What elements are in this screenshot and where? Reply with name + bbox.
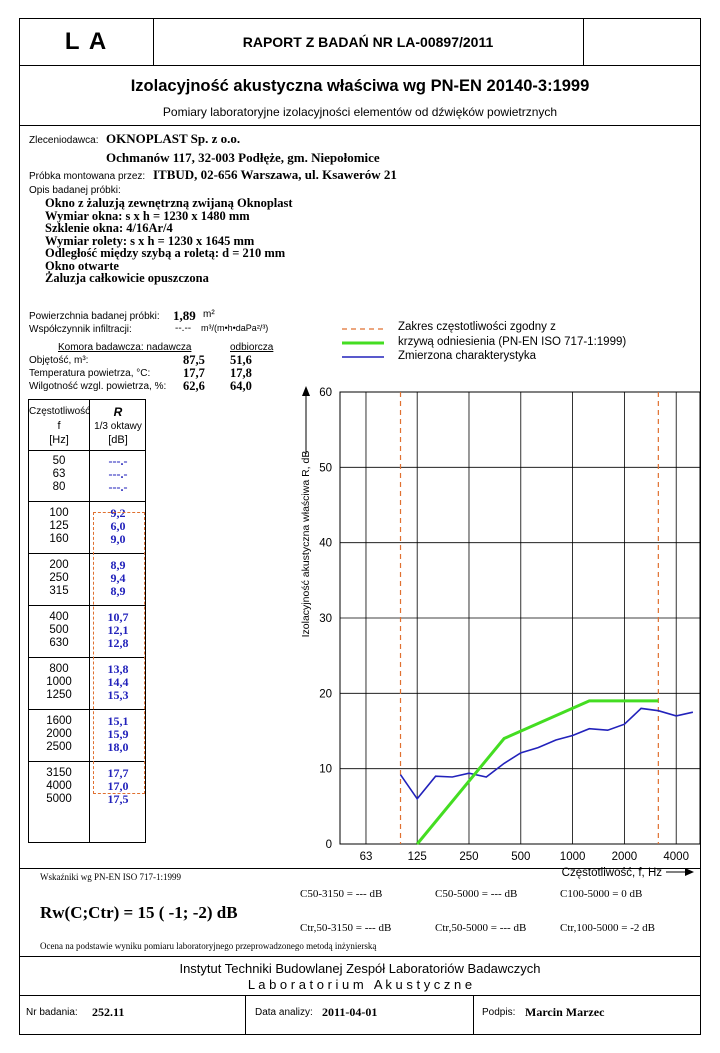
x-tick-label: 4000 [663,851,689,863]
humidity-recv: 64,0 [230,379,252,393]
r-value-cell: 18,0 [107,740,129,754]
desc-line: Wymiar rolety: s x h = 1230 x 1645 mm [45,233,255,248]
test-no-label: Nr badania: [26,1007,78,1018]
temp-recv: 17,8 [230,366,252,380]
footer-divider-1 [245,995,246,1034]
rooms-header: Komora badawcza: nadawcza [58,342,192,353]
y-tick-label: 50 [319,462,332,475]
legend-label-3: Zmierzona charakterystyka [398,350,537,362]
x-tick-label: 63 [359,851,373,863]
r-value-cell: 10,7 [107,610,129,624]
r-value-cell: 17,5 [107,792,129,806]
y-axis-arrowhead [302,386,310,396]
area-label: Powierzchnia badanej próbki: [29,311,160,322]
infiltration-unit: m³/(m•h•daPa²/³) [201,323,269,333]
results-table [28,399,146,843]
footer-line [20,995,700,996]
x-tick-label: 2000 [611,851,638,863]
indices-bottom-line [20,956,700,957]
rooms-header-2: odbiorcza [230,342,274,353]
legend-label-1: Zakres częstotliwości zgodny z [398,321,556,333]
y-tick-label: 10 [319,763,332,776]
mounted-by: ITBUD, 02-656 Warszawa, ul. Ksawerów 21 [153,167,397,182]
chart [260,364,700,879]
page-subtitle: Pomiary laboratoryjne izolacyjności elementów od dźwięków powietrznych [162,105,558,119]
freq-cell: 400 [49,611,69,623]
lab-name: L a b o r a t o r i u m A k u s t y c z n e [247,977,473,992]
indices-note: Ocena na podstawie wyniku pomiaru laboratoryjnego przeprowadzonego metodą inżynierską [40,941,377,951]
test-no: 252.11 [92,1005,125,1019]
freq-cell: 630 [49,637,69,649]
freq-cell: 800 [49,663,69,675]
r-value-cell: ---.- [108,454,128,468]
r-value-cell: 12,8 [107,636,129,650]
sample-description [45,197,293,285]
report-title: RAPORT Z BADAŃ NR LA-00897/2011 [242,34,494,50]
freq-cell: 250 [49,572,69,584]
table-group-line [29,501,145,502]
r-value-cell: ---.- [108,467,128,481]
y-axis-label: Izolacyjność akustyczna właściwa R, dB [300,450,312,638]
freq-cell: 2000 [46,728,72,740]
desc-line: Żaluzja całkowicie opuszczona [45,271,209,285]
header-divider-2 [583,19,584,65]
temp-label: Temperatura powietrza, °C: [29,368,151,379]
ctr50-5000: Ctr,50-5000 = --- dB [435,922,527,934]
humidity-label: Wilgotność wzgl. powietrza, %: [29,381,167,392]
freq-cell: 500 [49,624,69,636]
r-value-cell: 13,8 [107,662,129,676]
r-value-cell: 15,9 [107,727,129,741]
page-title: Izolacyjność akustyczna właściwa wg PN-EN 20140-3:1999 [130,77,590,95]
r-value-cell: 17,0 [107,779,129,793]
r-value-cell: 12,1 [107,623,129,637]
area-value: 1,89 [173,308,196,323]
legend-swatches [338,319,398,367]
col2-sub: 1/3 oktawy [94,421,142,432]
freq-cell: 50 [52,455,66,467]
desc-label: Opis badanej próbki: [29,185,121,196]
range-box [93,512,145,794]
desc-line: Wymiar okna: s x h = 1230 x 1480 mm [45,208,250,223]
lab-code: L A [64,28,109,55]
r-value-cell: 9,4 [110,571,126,585]
y-tick-label: 0 [325,839,332,851]
r-value-cell: 8,9 [110,558,126,572]
volume-recv: 51,6 [230,353,252,367]
freq-cell: 200 [49,559,69,571]
c50-5000: C50-5000 = --- dB [435,888,518,900]
r-value-cell: 9,2 [110,506,126,520]
freq-cell: 63 [52,468,66,480]
footer-divider-2 [473,995,474,1034]
client-label: Zleceniodawca: [29,135,99,146]
col1-sym: f [57,420,61,432]
x-axis-label: Częstotliwość, f, Hz [561,867,662,879]
sign-label: Podpis: [482,1007,516,1018]
y-tick-label: 30 [319,613,332,625]
freq-cell: 5000 [46,793,72,805]
col1-unit: [Hz] [49,434,69,446]
freq-cell: 100 [49,507,69,519]
analysis-date: 2011-04-01 [322,1005,378,1019]
r-value-cell: 15,1 [107,714,129,728]
title-bottom-line [20,125,700,126]
x-axis-arrowhead [685,868,694,876]
r-value-cell: 17,7 [107,766,129,780]
temp-send: 17,7 [183,366,205,380]
desc-line: Odległość między szybą a roletą: d = 210 mm [45,246,286,260]
indices-top-line [20,868,700,869]
freq-cell: 2500 [46,741,72,753]
r-value-cell: 8,9 [110,584,126,598]
report-frame [19,18,701,1035]
client-name: OKNOPLAST Sp. z o.o. [106,131,241,146]
r-value-cell: 14,4 [107,675,129,689]
x-tick-label: 500 [511,851,531,863]
freq-cell: 160 [49,533,69,545]
chart-legend [338,319,698,367]
y-tick-label: 60 [319,387,332,399]
desc-line: Okno z żaluzją zewnętrzną zwijaną Oknoplast [45,196,293,210]
desc-line: Szklenie okna: 4/16Ar/4 [45,221,173,235]
area-unit: m² [203,309,215,320]
header-bottom-line [20,65,700,66]
r-value-cell: 15,3 [107,688,129,702]
ctr100-5000: Ctr,100-5000 = -2 dB [560,922,655,934]
infiltration-value: --.-- [175,323,192,334]
date-label: Data analizy: [255,1007,313,1018]
freq-cell: 80 [52,481,66,493]
col1-title: Częstotliwość [29,406,91,417]
volume-label: Objętość, m³: [29,355,89,366]
freq-cell: 315 [49,585,69,597]
indices-standard: Wskaźniki wg PN-EN ISO 717-1:1999 [40,872,181,882]
x-tick-label: 125 [407,851,427,863]
legend-label-2: krzywą odniesienia (PN-EN ISO 717-1:1999) [398,336,627,348]
freq-cell: 4000 [46,780,72,792]
humidity-send: 62,6 [183,379,205,393]
y-tick-label: 40 [319,537,332,550]
client-address: Ochmanów 117, 32-003 Podłęże, gm. Niepołomice [106,150,380,165]
signature: Marcin Marzec [525,1005,605,1019]
y-tick-label: 20 [319,688,332,701]
r-value-cell: 9,0 [110,532,126,546]
c100-5000: C100-5000 = 0 dB [560,888,643,900]
c50-3150: C50-3150 = --- dB [300,888,383,900]
freq-cell: 1600 [46,715,72,727]
freq-cell: 1000 [46,676,72,688]
mounted-label: Próbka montowana przez: [29,171,146,182]
x-tick-label: 250 [459,851,479,863]
freq-cell: 3150 [46,767,72,779]
institute-name: Instytut Techniki Budowlanej Zespół Laboratoriów Badawczych [179,961,541,976]
series-measured-line [401,708,693,798]
x-tick-label: 1000 [559,851,586,863]
ctr50-3150: Ctr,50-3150 = --- dB [300,922,392,934]
r-value-cell: ---.- [108,480,128,494]
col2-title: R [113,405,123,419]
series-reference-line [417,701,658,844]
freq-cell: 125 [49,520,69,532]
rw-value: Rw(C;Ctr) = 15 ( -1; -2) dB [40,903,238,922]
infiltration-label: Współczynnik infiltracji: [29,324,132,335]
freq-cell: 1250 [46,689,72,701]
table-header-line [29,450,145,451]
col2-unit: [dB] [108,434,128,446]
desc-line: Okno otwarte [45,258,119,273]
volume-send: 87,5 [183,353,205,367]
r-value-cell: 6,0 [110,519,126,533]
